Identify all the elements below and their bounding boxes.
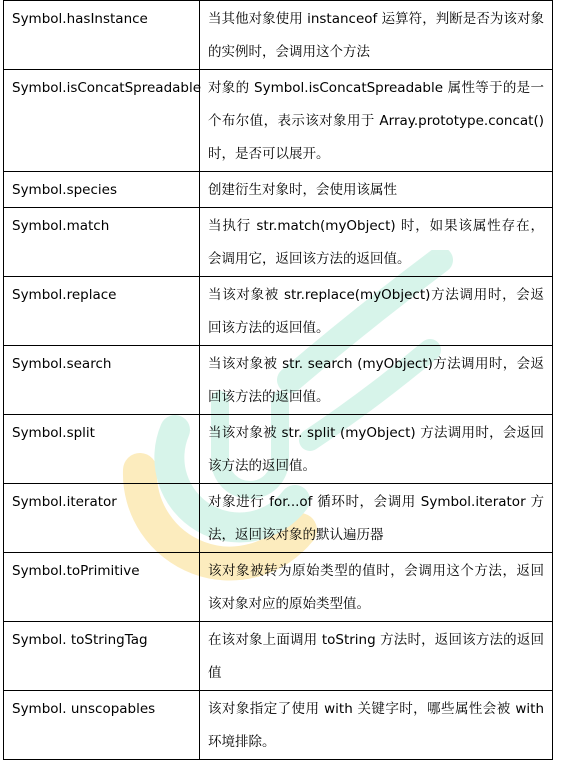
symbol-description-cell: 当该对象被 str. split (myObject) 方法调用时，会返回该方法的返回值。: [200, 415, 553, 484]
table-row: [4, 1, 553, 70]
symbol-name-cell: Symbol. toStringTag: [4, 622, 200, 691]
symbol-description-cell: 在该对象上面调用 toString 方法时，返回该方法的返回值: [200, 622, 553, 691]
table-row: [4, 346, 553, 415]
symbol-properties-table: [3, 0, 553, 760]
symbol-name-cell: Symbol.hasInstance: [4, 1, 200, 70]
table-row: [4, 277, 553, 346]
table-row: [4, 691, 553, 760]
symbol-description-cell: 当该对象被 str. search (myObject)方法调用时，会返回该方法的返回值。: [200, 346, 553, 415]
table-row: [4, 622, 553, 691]
symbol-name-cell: Symbol.species: [4, 172, 200, 208]
table-row: [4, 70, 553, 172]
symbol-description-cell: 创建衍生对象时，会使用该属性: [200, 172, 553, 208]
symbol-name-cell: Symbol.isConcatSpreadable: [4, 70, 200, 172]
symbol-description-cell: 该对象指定了使用 with 关键字时，哪些属性会被 with 环境排除。: [200, 691, 553, 760]
symbol-name-cell: Symbol.search: [4, 346, 200, 415]
symbol-description-cell: 对象的 Symbol.isConcatSpreadable 属性等于的是一个布尔值，表示该对象用于 Array.prototype.concat()时，是否可以展开。: [200, 70, 553, 172]
table-row: [4, 484, 553, 553]
table-row: [4, 208, 553, 277]
table-row: [4, 415, 553, 484]
symbol-description-cell: 当其他对象使用 instanceof 运算符，判断是否为该对象的实例时，会调用这个方法: [200, 1, 553, 70]
symbol-name-cell: Symbol.iterator: [4, 484, 200, 553]
symbol-description-cell: 当该对象被 str.replace(myObject)方法调用时，会返回该方法的返回值。: [200, 277, 553, 346]
table-row: [4, 553, 553, 622]
symbol-description-cell: 对象进行 for...of 循环时，会调用 Symbol.iterator 方法，返回该对象的默认遍历器: [200, 484, 553, 553]
symbol-name-cell: Symbol. unscopables: [4, 691, 200, 760]
table-row: [4, 172, 553, 208]
symbol-name-cell: Symbol.split: [4, 415, 200, 484]
symbol-name-cell: Symbol.replace: [4, 277, 200, 346]
symbol-description-cell: 当执行 str.match(myObject) 时，如果该属性存在，会调用它，返回该方法的返回值。: [200, 208, 553, 277]
symbol-description-cell: 该对象被转为原始类型的值时，会调用这个方法，返回该对象对应的原始类型值。: [200, 553, 553, 622]
symbol-name-cell: Symbol.match: [4, 208, 200, 277]
symbol-name-cell: Symbol.toPrimitive: [4, 553, 200, 622]
